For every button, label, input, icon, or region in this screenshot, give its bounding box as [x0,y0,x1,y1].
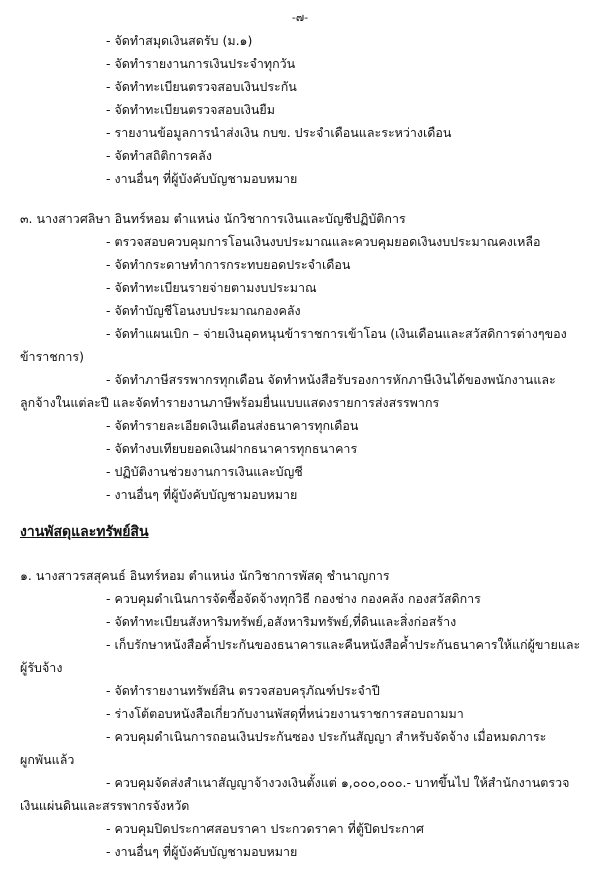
list-item: - จัดทำภาษีสรรพากรทุกเดือน จัดทำหนังสือรับรองการหักภาษีเงินได้ของพนักงานและ [106,372,556,387]
list-item: - จัดทำสมุดเงินสดรับ (ม.๑) [106,33,253,48]
list-item: - เก็บรักษาหนังสือค้ำประกันของธนาคารและคืนหนังสือค้ำประกันธนาคารให้แก่ผู้ขายและ [106,637,581,652]
list-item: - จัดทำทะเบียนตรวจสอบเงินยืม [106,102,275,117]
list-item-continuation: ข้าราชการ) [20,349,84,364]
list-item: - ควบคุมดำเนินการถอนเงินประกันซอง ประกันสัญญา สำหรับจัดจ้าง เมื่อหมดภาระ [106,729,547,744]
list-item: - ตรวจสอบควบคุมการโอนเงินงบประมาณและควบคุมยอดเงินงบประมาณคงเหลือ [106,234,541,249]
list-item: - งานอื่นๆ ที่ผู้บังคับบัญชามอบหมาย [106,844,298,859]
list-item: - ควบคุมจัดส่งสำเนาสัญญาจ้างวงเงินตั้งแต่ ๑,๐๐๐,๐๐๐.- บาทขึ้นไป ให้สำนักงานตรวจ [106,775,570,790]
list-item: - ควบคุมดำเนินการจัดซื้อจัดจ้างทุกวิธี กองช่าง กองคลัง กองสวัสดิการ [106,591,481,606]
list-item-continuation: ผู้รับจ้าง [20,660,63,675]
list-item: - จัดทำแผนเบิก – จ่ายเงินอุดหนุนข้าราชการเข้าโอน (เงินเดือนและสวัสดิการต่างๆของ [106,326,567,341]
list-item: - จัดทำทะเบียนรายจ่ายตามงบประมาณ [106,280,317,295]
list-item-continuation: ผูกพันแล้ว [20,752,75,767]
person-heading: ๑. นางสาวรสสุคนธ์ อินทร์หอม ตำแหน่ง นักวิชาการพัสดุ ชำนาญการ [20,568,390,583]
list-item: - จัดทำรายงานทรัพย์สิน ตรวจสอบครุภัณฑ์ประจำปี [106,683,380,698]
list-item: - จัดทำงบเทียบยอดเงินฝากธนาคารทุกธนาคาร [106,441,358,456]
list-item: - จัดทำสถิติการคลัง [106,148,212,163]
list-item-continuation: เงินแผ่นดินและสรรพากรจังหวัด [20,798,190,813]
person-heading: ๓. นางสาวศลิษา อินทร์หอม ตำแหน่ง นักวิชาการเงินและบัญชีปฏิบัติการ [20,211,406,226]
list-item: - ปฏิบัติงานช่วยงานการเงินและบัญชี [106,464,303,479]
list-item: - จัดทำรายงานการเงินประจำทุกวัน [106,56,296,71]
list-item: - จัดทำบัญชีโอนงบประมาณกองคลัง [106,303,301,318]
list-item: - จัดทำกระดาษทำการกระทบยอดประจำเดือน [106,257,351,272]
list-item: - ร่างโต้ตอบหนังสือเกี่ยวกับงานพัสดุที่หน่วยงานราชการสอบถามมา [106,706,464,721]
page-number: -๗- [291,11,309,24]
list-item: - งานอื่นๆ ที่ผู้บังคับบัญชามอบหมาย [106,487,298,502]
section-title: งานพัสดุและทรัพย์สิน [20,524,149,540]
list-item: - ควบคุมปิดประกาศสอบราคา ประกวดราคา ที่ตู้ปิดประกาศ [106,821,424,836]
list-item: - รายงานข้อมูลการนำส่งเงิน กบข. ประจำเดือนและระหว่างเดือน [106,125,452,140]
list-item-continuation: ลูกจ้างในแต่ละปี และจัดทำรายงานภาษีพร้อมยื่นแบบแสดงรายการส่งสรรพากร [20,395,440,410]
list-item: - จัดทำทะเบียนสังหาริมทรัพย์,อสังหาริมทรัพย์,ที่ดินและสิ่งก่อสร้าง [106,614,457,629]
list-item: - จัดทำทะเบียนตรวจสอบเงินประกัน [106,79,297,94]
list-item: - งานอื่นๆ ที่ผู้บังคับบัญชามอบหมาย [106,171,298,186]
list-item: - จัดทำรายละเอียดเงินเดือนส่งธนาคารทุกเดือน [106,418,359,433]
